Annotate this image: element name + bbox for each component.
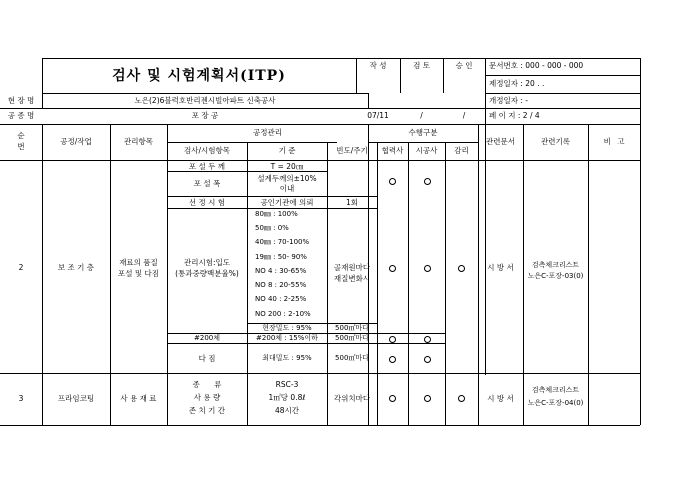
approval-approve-label: 승 인 (455, 61, 473, 70)
header-process: 공정/작업 (60, 137, 92, 146)
row2-freq-field-density: 500㎡마다 (335, 324, 369, 332)
header-related-doc: 관련문서 (486, 137, 515, 146)
row2-crit-selection: 공인기관에 의뢰 (260, 198, 314, 207)
row2-process: 보 조 기 층 (57, 263, 95, 272)
revision-date: 개정일자 : - (489, 96, 528, 105)
row2-crit-compaction: 최대밀도 : 95% (262, 354, 312, 362)
check-circle-icon (424, 395, 431, 404)
header-mgmt-item: 관리항목 (124, 137, 153, 146)
site-label: 현 장 명 (7, 96, 35, 105)
row2-mgmt-item: 재료의 품질 포설 및 다짐 (118, 258, 159, 278)
grading-line: 19㎜ : 50- 90% (255, 253, 307, 261)
check-circle-icon (424, 336, 431, 345)
row3-related-record: 검측체크리스트 노은C-포장-04(0) (527, 386, 584, 407)
row2-no: 2 (18, 263, 24, 272)
check-circle-icon (389, 356, 396, 365)
check-circle-icon (389, 265, 396, 274)
row2-insp-selection: 선 정 시 험 (188, 198, 226, 207)
header-no: 순번 (17, 131, 25, 151)
row2-freq-selection: 1회 (345, 198, 359, 207)
row3-criteria: RSC-3 1㎡당 0.8ℓ 48시간 (268, 380, 306, 415)
row2-freq-200: 500㎡마다 (335, 334, 369, 342)
check-circle-icon (424, 356, 431, 365)
header-frequency: 빈도/주기 (336, 146, 368, 155)
row2-insp-compaction: 다 짐 (198, 354, 216, 363)
check-circle-icon (458, 265, 465, 274)
row3-inspection-items: 종 류 사 용 량 존 치 기 간 (188, 380, 226, 415)
doc-number: 문서번호 : 000 - 000 - 000 (489, 61, 584, 70)
check-circle-icon (389, 395, 396, 404)
header-execution: 수행구분 (408, 128, 438, 137)
row2-related-doc: 시 방 서 (487, 263, 514, 272)
header-process-mgmt: 공정관리 (253, 128, 282, 137)
header-related-record: 관련기록 (541, 137, 570, 146)
row2-crit-200: #200체 : 15%이하 (256, 334, 318, 342)
header-remarks: 비 고 (603, 137, 625, 146)
document-title: 검사 및 시험계획서(ITP) (112, 68, 286, 84)
work-type-value: 포 장 공 (191, 111, 219, 120)
project-date: 07/11 (367, 111, 389, 120)
row2-freq-compaction: 500㎡마다 (335, 354, 369, 362)
header-inspection-item: 검사/시험항목 (184, 146, 230, 155)
header-partner: 협력사 (381, 146, 404, 155)
date-slash-2: / (462, 111, 466, 120)
row2-freq-grading: 골재원마다 재질변화시 (333, 263, 371, 283)
page-number: 페 이 지 : 2 / 4 (489, 111, 540, 120)
approval-writer-label: 작 성 (369, 61, 387, 70)
row2-crit-thickness: T = 20㎝ (270, 162, 304, 171)
row3-mgmt-item: 사 용 재 료 (120, 394, 157, 403)
site-value: 노은(2)6블럭호반리젠시빌아파트 신축공사 (134, 96, 276, 105)
check-circle-icon (424, 265, 431, 274)
header-criteria: 기 준 (278, 146, 296, 155)
row3-no: 3 (18, 394, 24, 403)
row3-related-doc: 시 방 서 (487, 394, 514, 403)
issue-date: 제정일자 : 20 . . (489, 79, 545, 88)
row2-insp-200: #200체 (194, 334, 220, 342)
grading-line: NO 40 : 2-25% (255, 295, 307, 303)
grading-line: 50㎜ : 0% (255, 224, 289, 232)
header-supervision: 감리 (454, 146, 469, 155)
check-circle-icon (424, 178, 431, 187)
row2-crit-field-density: 현장밀도 : 95% (262, 324, 312, 332)
check-circle-icon (458, 395, 465, 404)
date-slash-1: / (420, 111, 423, 120)
row2-related-record: 검측체크리스트 노은C-포장-03(0) (527, 261, 584, 280)
row2-insp-grading: 관리시험:입도 (통과중량백분율%) (175, 258, 239, 278)
row3-frequency: 각위치마다 (333, 394, 371, 403)
grading-line: NO 4 : 30-65% (255, 267, 307, 275)
grading-line: 80㎜ : 100% (255, 210, 298, 218)
row2-insp-width: 포 설 폭 (193, 179, 221, 188)
grading-line: NO 8 : 20-55% (255, 281, 307, 289)
check-circle-icon (389, 178, 396, 187)
check-circle-icon (389, 336, 396, 345)
grading-line: NO 200 : 2-10% (255, 310, 311, 318)
row2-insp-thickness: 포 설 두 께 (188, 162, 226, 171)
header-contractor: 시공사 (415, 146, 438, 155)
row2-crit-width: 설계두께의±10% 이내 (257, 174, 317, 193)
work-type-label: 공 종 명 (7, 111, 35, 120)
row3-process: 프라임코팅 (57, 394, 95, 403)
approval-review-label: 검 토 (413, 61, 430, 70)
grading-line: 40㎜ : 70-100% (255, 238, 310, 246)
